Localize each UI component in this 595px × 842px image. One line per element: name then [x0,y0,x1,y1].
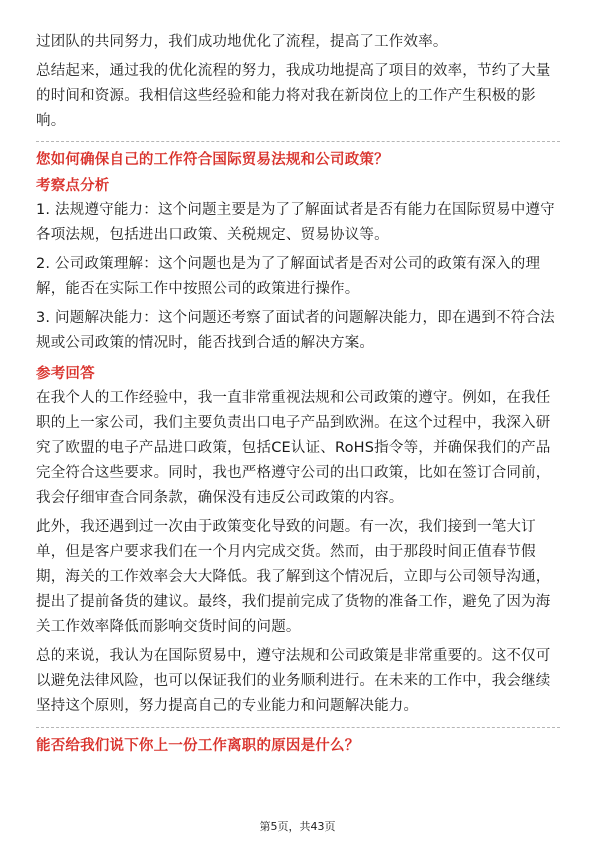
page-number: 第5页，共43页 [259,820,336,833]
answer-paragraph-3: 总的来说，我认为在国际贸易中，遵守法规和公司政策是非常重要的。这不仅可以避免法律风险，也可以保证我们的业务顺利进行。在未来的工作中，我会继续坚持这个原则，努力提高自己的专业能力和问题解决能力。 [36,648,551,714]
answer-paragraph-1: 在我个人的工作经验中，我一直非常重视法规和公司政策的遵守。例如，在我任职的上一家公司，我们主要负责出口电子产品到欧洲。在这个过程中，我深入研究了欧盟的电子产品进口政策，包括CE认证、RoHS指令等，并确保我们的产品完全符合这些要求。同时，我也严格遵守公司的出口政策，比如在签订合同前，我会仔细审查合同条款，确保没有违反公司政策的内容。 [36,390,551,506]
intro-paragraph-2: 总结起来，通过我的优化流程的努力，我成功地提高了项目的效率，节约了大量的时间和资源。我相信这些经验和能力将对我在新岗位上的工作产生积极的影响。 [36,63,551,129]
document-body [36,30,560,758]
analysis-point-1: 1. 法规遵守能力：这个问题主要是为了了解面试者是否有能力在国际贸易中遵守各项法规，包括进出口政策、关税规定、贸易协议等。 [36,202,555,243]
section-divider [36,727,560,728]
question-title: 您如何确保自己的工作符合国际贸易法规和公司政策？ [36,152,389,168]
analysis-point-3: 3. 问题解决能力：这个问题还考察了面试者的问题解决能力，即在遇到不符合法规或公司政策的情况时，能否找到合适的解决方案。 [36,310,555,351]
question-title: 能否给我们说下你上一份工作离职的原因是什么？ [36,738,360,754]
intro-paragraph-1: 过团队的共同努力，我们成功地优化了流程，提高了工作效率。 [36,34,448,50]
analysis-heading: 考察点分析 [36,178,110,194]
section-divider [36,141,560,142]
answer-paragraph-2: 此外，我还遇到过一次由于政策变化导致的问题。有一次，我们接到一笔大订单，但是客户要求我们在一个月内完成交货。然而，由于那段时间正值春节假期，海关的工作效率会大大降低。我了解到这个情况后，立即与公司领导沟通，提出了提前备货的建议。最终，我们提前完成了货物的准备工作，避免了因为海关工作效率降低而影响交货时间的问题。 [36,519,551,635]
answer-heading: 参考回答 [36,366,95,382]
analysis-point-2: 2. 公司政策理解：这个问题也是为了了解面试者是否对公司的政策有深入的理解，能否在实际工作中按照公司的政策进行操作。 [36,256,541,297]
